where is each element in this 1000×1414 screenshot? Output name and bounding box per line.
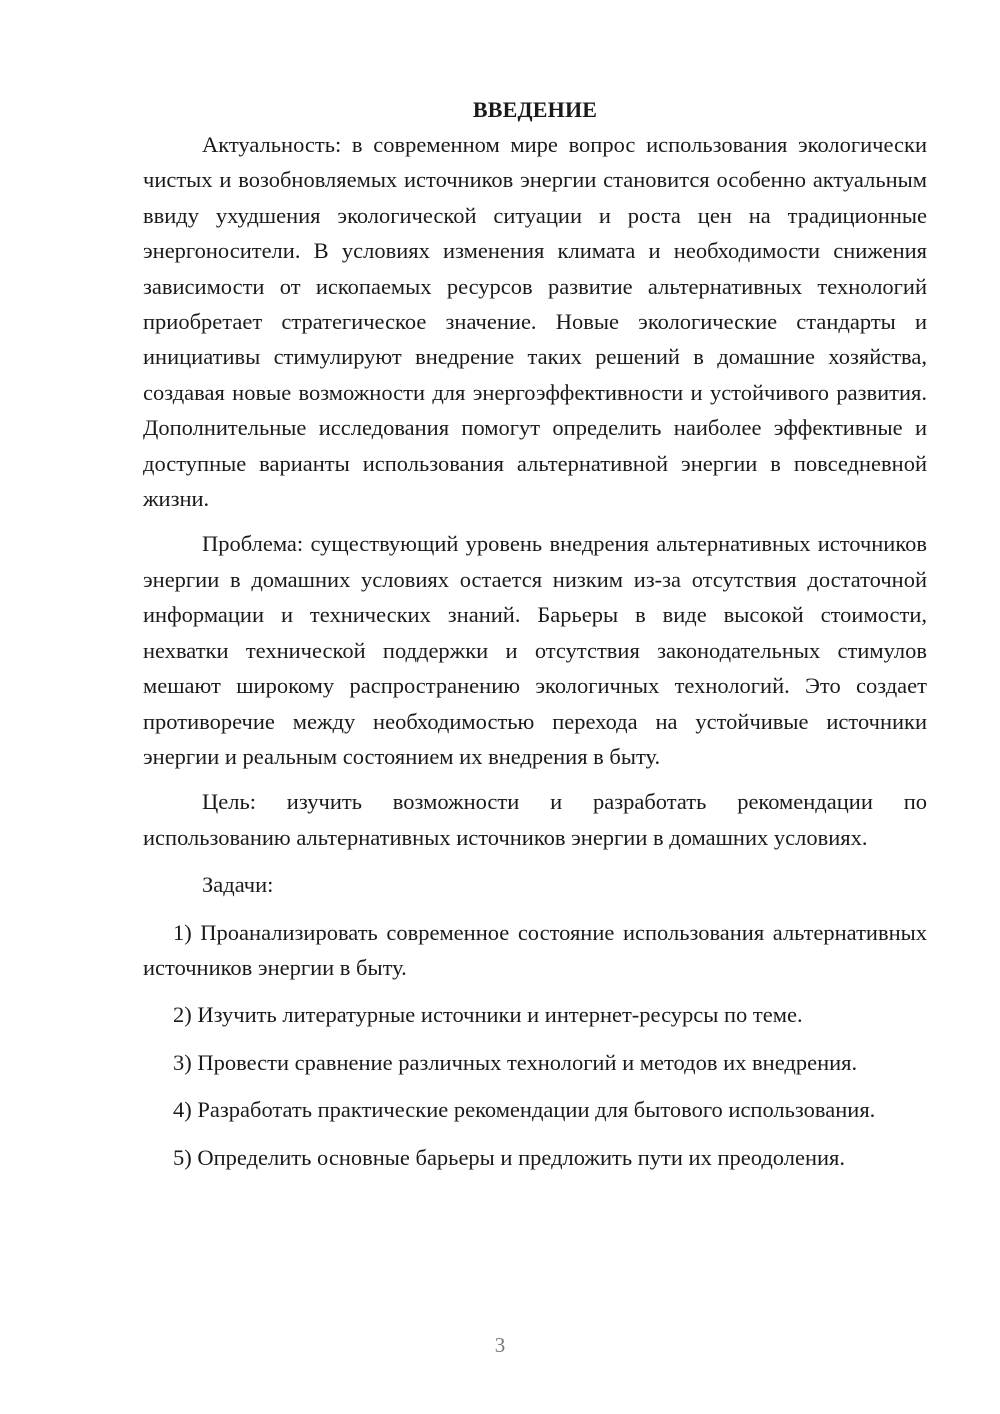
list-item: 5) Определить основные барьеры и предложить пути их преодоления. [173,1144,846,1170]
paragraph-relevance: Актуальность: в современном мире вопрос использования экологически чистых и возобновляемых источников энергии становится особенно актуальным ввиду ухудшения экологической ситуации и роста цен на традиционные энергоносители. В условиях изменения климата и необходимости снижения зависимости от ископаемых ресурсов развитие альтернативных технологий приобретает стратегическое значение. Новые экологические стандарты и инициативы стимулируют внедрение таких решений в домашние хозяйства, создавая новые возможности для энергоэффективности и устойчивого развития. Дополнительные исследования помогут определить наиболее эффективные и доступные варианты использования альтернативной энергии в повседневной жизни. [143,132,927,512]
paragraph-goal: Цель: изучить возможности и разработать рекомендации по использованию альтернативных источников энергии в домашних условиях. [143,789,927,850]
tasks-heading: Задачи: [202,872,274,898]
section-title: ВВЕДЕНИЕ [472,97,598,122]
tasks-list [143,915,927,1175]
document-page [143,92,927,1175]
list-item: 3) Провести сравнение различных технологий и методов их внедрения. [173,1049,858,1075]
list-item: 4) Разработать практические рекомендации для бытового использования. [173,1097,876,1123]
paragraph-problem: Проблема: существующий уровень внедрения альтернативных источников энергии в домашних условиях остается низким из-за отсутствия достаточной информации и технических знаний. Барьеры в виде высокой стоимости, нехватки технической поддержки и отсутствия законодательных стимулов мешают широкому распространению экологичных технологий. Это создает противоречие между необходимостью перехода на устойчивые источники энергии и реальным состоянием их внедрения в быту. [143,531,927,769]
list-item: 2) Изучить литературные источники и интернет-ресурсы по теме. [173,1002,803,1028]
page-number: 3 [494,1333,506,1357]
list-item: 1) Проанализировать современное состояние использования альтернативных источников энергии в быту. [143,919,927,980]
